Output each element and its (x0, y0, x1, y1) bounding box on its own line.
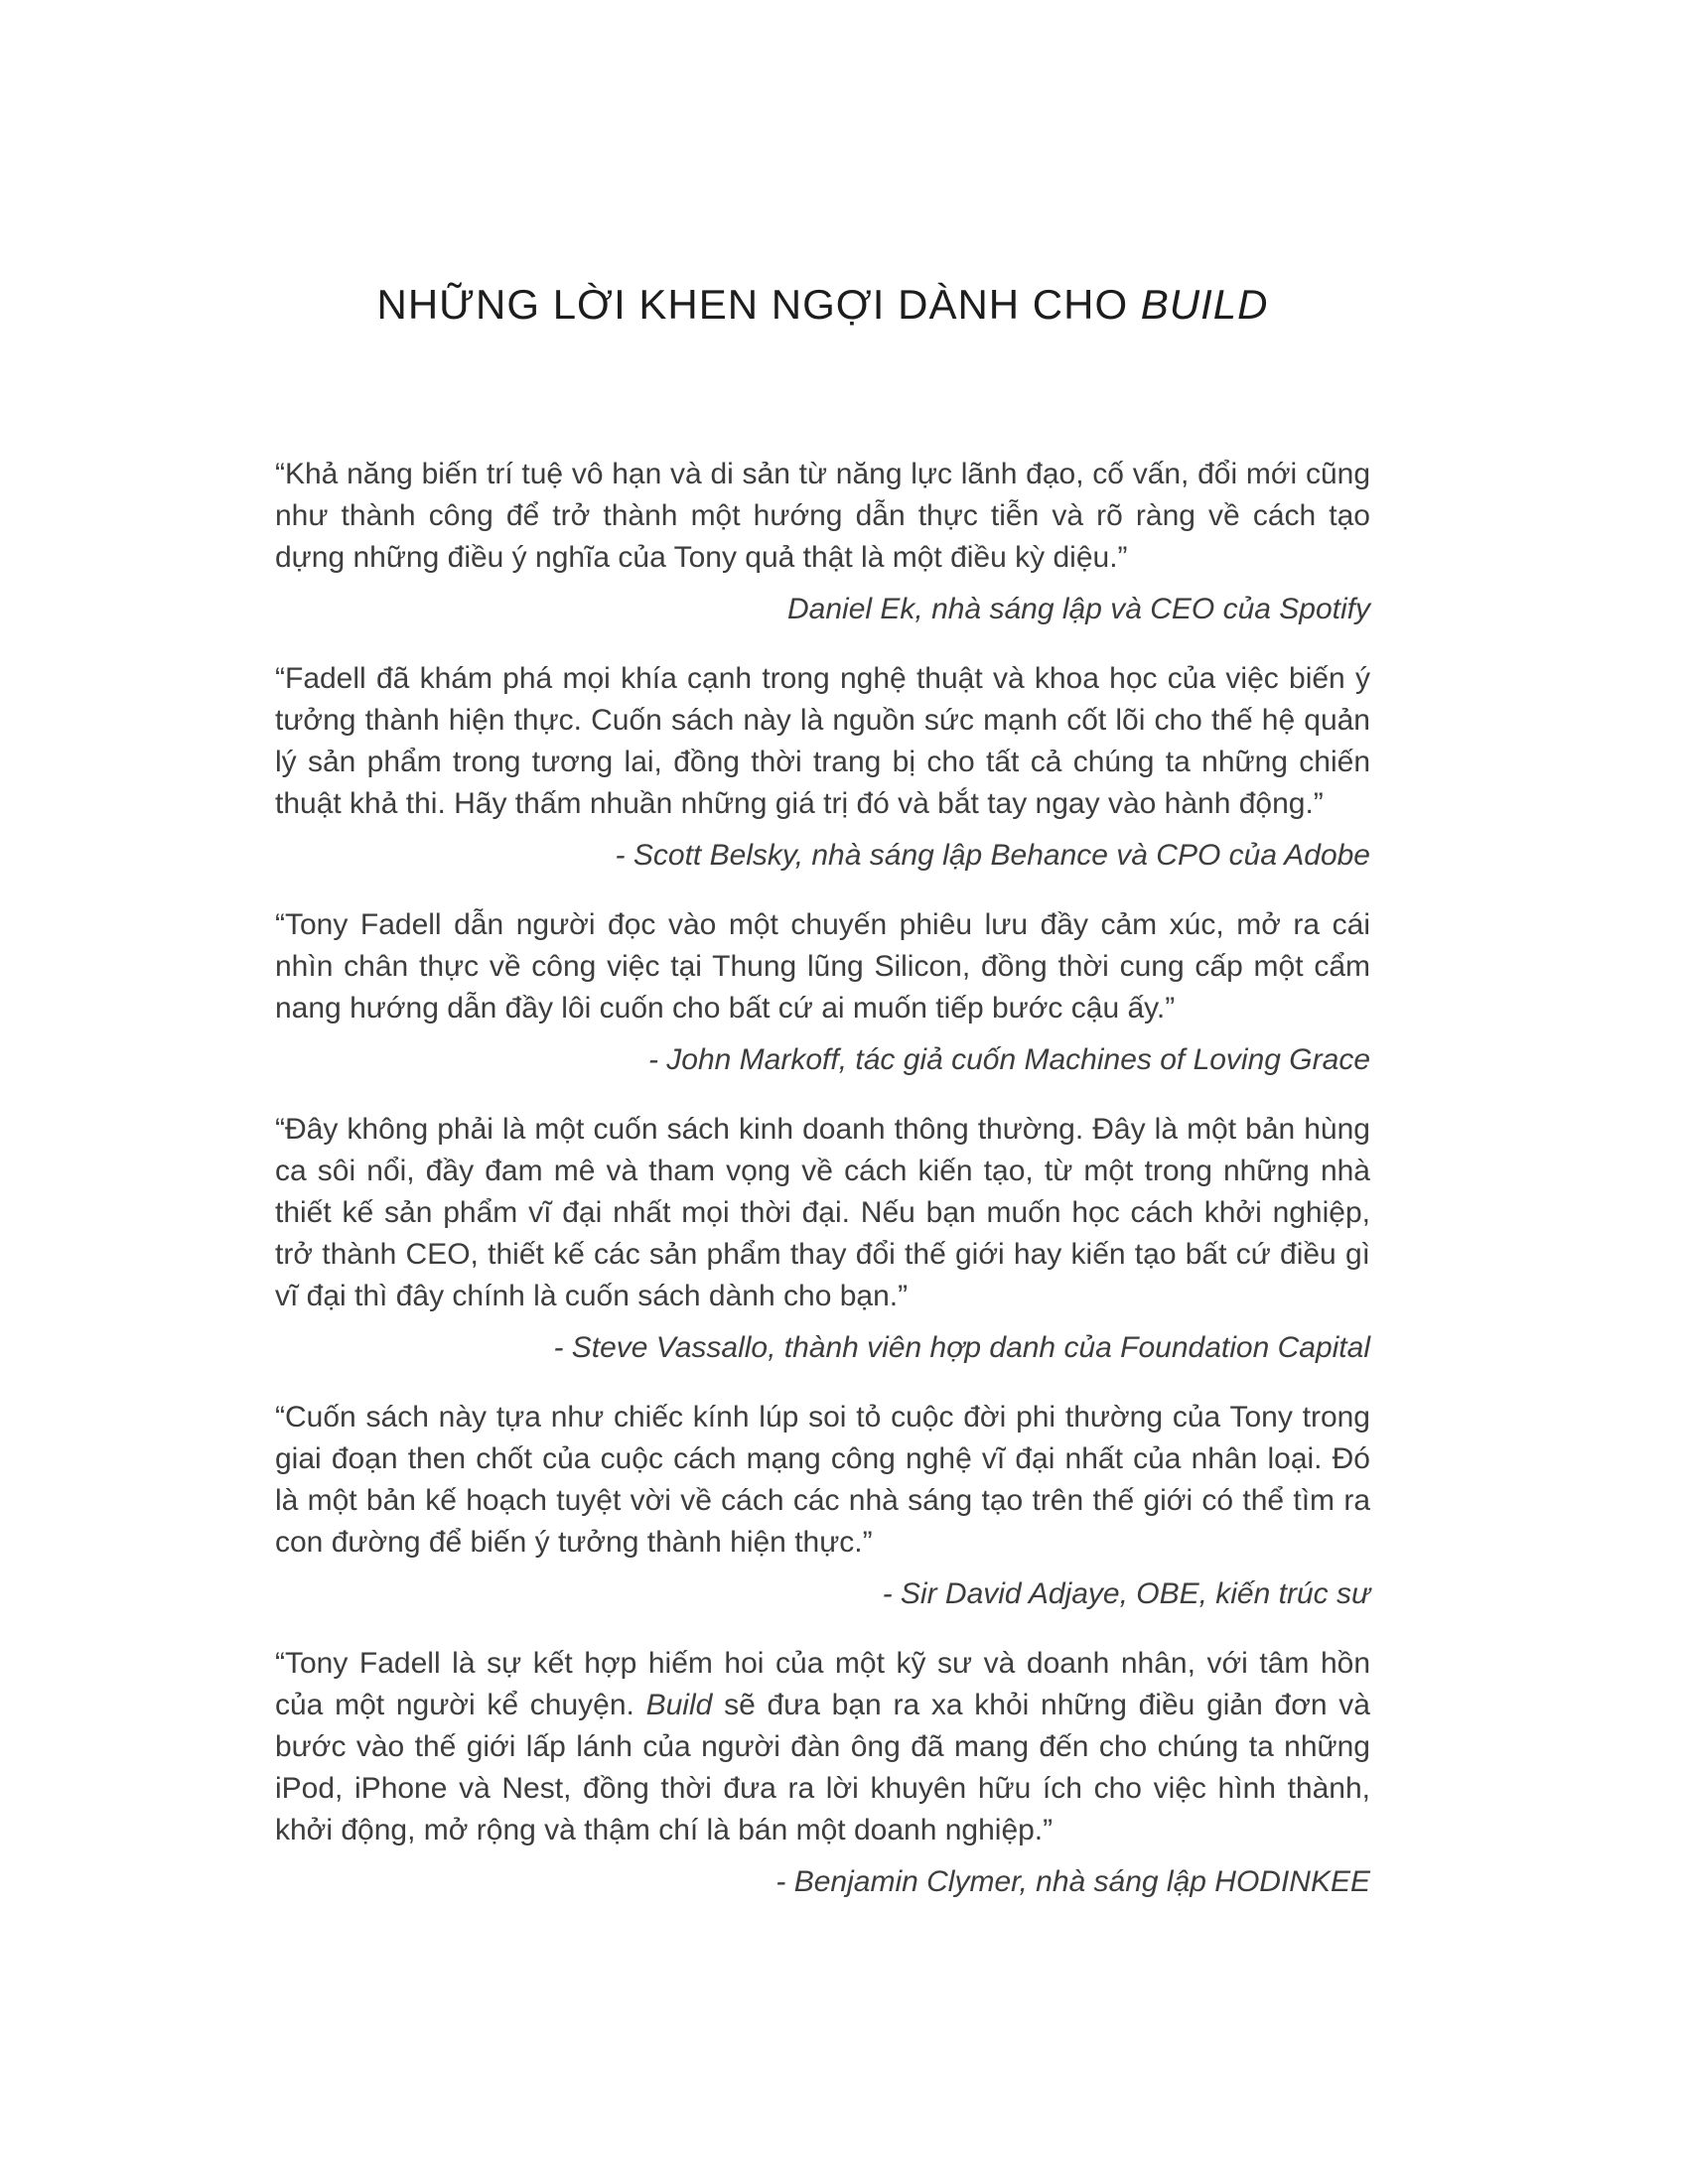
page-title: NHỮNG LỜI KHEN NGỢI DÀNH CHO BUILD (376, 281, 1269, 328)
quote-text: “Fadell đã khám phá mọi khía cạnh trong nghệ thuật và khoa học của việc biến ý tưởng thành hiện thực. Cuốn sách này là nguồn sức mạnh cốt lõi cho thế hệ quản lý sản phẩm trong tương lai, đồng thời trang bị cho tất cả chúng ta những chiến thuật khả thi. Hãy thấm nhuần những giá trị đó và bắt tay ngay vào hành động.” (275, 662, 1370, 820)
quote-block (275, 904, 1370, 1081)
quote-block (275, 658, 1370, 877)
quote-text: “Tony Fadell dẫn người đọc vào một chuyến phiêu lưu đầy cảm xúc, mở ra cái nhìn chân thực về công việc tại Thung lũng Silicon, đồng thời cung cấp một cẩm nang hướng dẫn đầy lôi cuốn cho bất cứ ai muốn tiếp bước cậu ấy.” (275, 908, 1370, 1024)
quote-text: “Cuốn sách này tựa như chiếc kính lúp soi tỏ cuộc đời phi thường của Tony trong giai đoạn then chốt của cuộc cách mạng công nghệ vĩ đại nhất của nhân loại. Đó là một bản kế hoạch tuyệt vời về cách các nhà sáng tạo trên thế giới có thể tìm ra con đường để biến ý tưởng thành hiện thực.” (275, 1401, 1370, 1559)
quote-attribution: - Sir David Adjaye, OBE, kiến trúc sư (882, 1577, 1370, 1610)
quote-block (275, 1109, 1370, 1369)
quote-text: “Tony Fadell là sự kết hợp hiếm hoi của một kỹ sư và doanh nhân, với tâm hồn của một người kể chuyện. Build sẽ đưa bạn ra xa khỏi những điều giản đơn và bước vào thế giới lấp lánh của người đàn ông đã mang đến cho chúng ta những iPod, iPhone và Nest, đồng thời đưa ra lời khuyên hữu ích cho việc hình thành, khởi động, mở rộng và thậm chí là bán một doanh nghiệp.” (275, 1647, 1370, 1846)
book-page (275, 0, 1370, 1931)
quote-attribution: - Benjamin Clymer, nhà sáng lập HODINKEE (775, 1865, 1370, 1898)
quotes-list (275, 454, 1370, 1903)
quote-attribution: - Scott Belsky, nhà sáng lập Behance và CPO của Adobe (615, 839, 1370, 872)
quote-text: “Đây không phải là một cuốn sách kinh doanh thông thường. Đây là một bản hùng ca sôi nổi, đầy đam mê và tham vọng về cách kiến tạo, từ một trong những nhà thiết kế sản phẩm vĩ đại nhất mọi thời đại. Nếu bạn muốn học cách khởi nghiệp, trở thành CEO, thiết kế các sản phẩm thay đổi thế giới hay kiến tạo bất cứ điều gì vĩ đại thì đây chính là cuốn sách dành cho bạn.” (275, 1113, 1370, 1312)
quote-attribution: - John Markoff, tác giả cuốn Machines of Loving Grace (647, 1043, 1370, 1076)
quote-attribution: Daniel Ek, nhà sáng lập và CEO của Spotify (787, 593, 1370, 625)
quote-block (275, 454, 1370, 630)
quote-block (275, 1397, 1370, 1615)
quote-attribution: - Steve Vassallo, thành viên hợp danh của Foundation Capital (553, 1331, 1370, 1364)
quote-text: “Khả năng biến trí tuệ vô hạn và di sản từ năng lực lãnh đạo, cố vấn, đổi mới cũng như thành công để trở thành một hướng dẫn thực tiễn và rõ ràng về cách tạo dựng những điều ý nghĩa của Tony quả thật là một điều kỳ diệu.” (275, 458, 1370, 574)
quote-block (275, 1643, 1370, 1903)
